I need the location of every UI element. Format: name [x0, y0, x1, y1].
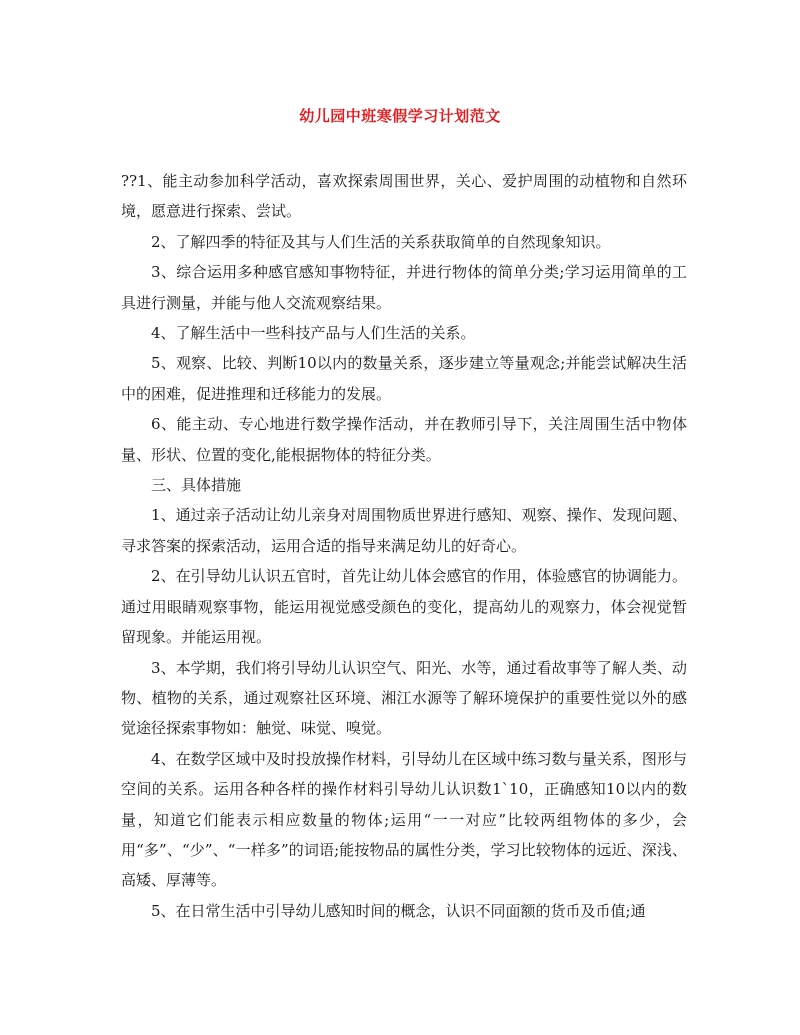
paragraph: 4、了解生活中一些科技产品与人们生活的关系。: [151, 324, 476, 343]
paragraph: 6、能主动、专心地进行数学操作活动，并在教师引导下，关注周围生活中物体量、形状、位置的变化,能根据物体的特征分类。: [121, 415, 687, 464]
paragraph: 3、本学期，我们将引导幼儿认识空气、阳光、水等，通过看故事等了解人类、动物、植物的关系，通过观察社区环境、湘江水源等了解环境保护的重要性觉以外的感觉途径探索事物如：触觉、味觉、嗅觉。: [121, 658, 687, 738]
paragraph: 5、观察、比较、判断10以内的数量关系，逐步建立等量观念;并能尝试解决生活中的困难，促进推理和迁移能力的发展。: [121, 354, 687, 403]
paragraph: 2、在引导幼儿认识五官时，首先让幼儿体会感官的作用，体验感官的协调能力。通过用眼睛观察事物，能运用视觉感受颜色的变化，提高幼儿的观察力，体会视觉暂留现象。并能运用视。: [121, 567, 687, 647]
paragraph: ??1、能主动参加科学活动，喜欢探索周围世界，关心、爱护周围的动植物和自然环境，愿意进行探索、尝试。: [121, 172, 687, 221]
paragraph: 1、通过亲子活动让幼儿亲身对周围物质世界进行感知、观察、操作、发现问题、寻求答案的探索活动，运用合适的指导来满足幼儿的好奇心。: [121, 506, 687, 555]
paragraph: 三、具体措施: [151, 476, 242, 495]
document-body: [121, 166, 687, 926]
paragraph: 3、综合运用多种感官感知事物特征，并进行物体的简单分类;学习运用简单的工具进行测量，并能与他人交流观察结果。: [121, 263, 687, 312]
document-title: 幼儿园中班寒假学习计划范文: [299, 107, 501, 125]
paragraph: 5、在日常生活中引导幼儿感知时间的概念，认识不同面额的货币及币值;通: [151, 901, 646, 920]
paragraph: 2、了解四季的特征及其与人们生活的关系获取简单的自然现象知识。: [151, 232, 611, 251]
paragraph: 4、在数学区域中及时投放操作材料，引导幼儿在区域中练习数与量关系，图形与空间的关系。运用各种各样的操作材料引导幼儿认识数1`10，正确感知10以内的数量，知道它们能表示相应数量的物体;运用“一一对应”比较两组物体的多少，会用“多”、“少”、“一样多”的词语;能按物品的属性分类，学习比较物体的远近、深浅、高矮、厚薄等。: [121, 749, 687, 890]
